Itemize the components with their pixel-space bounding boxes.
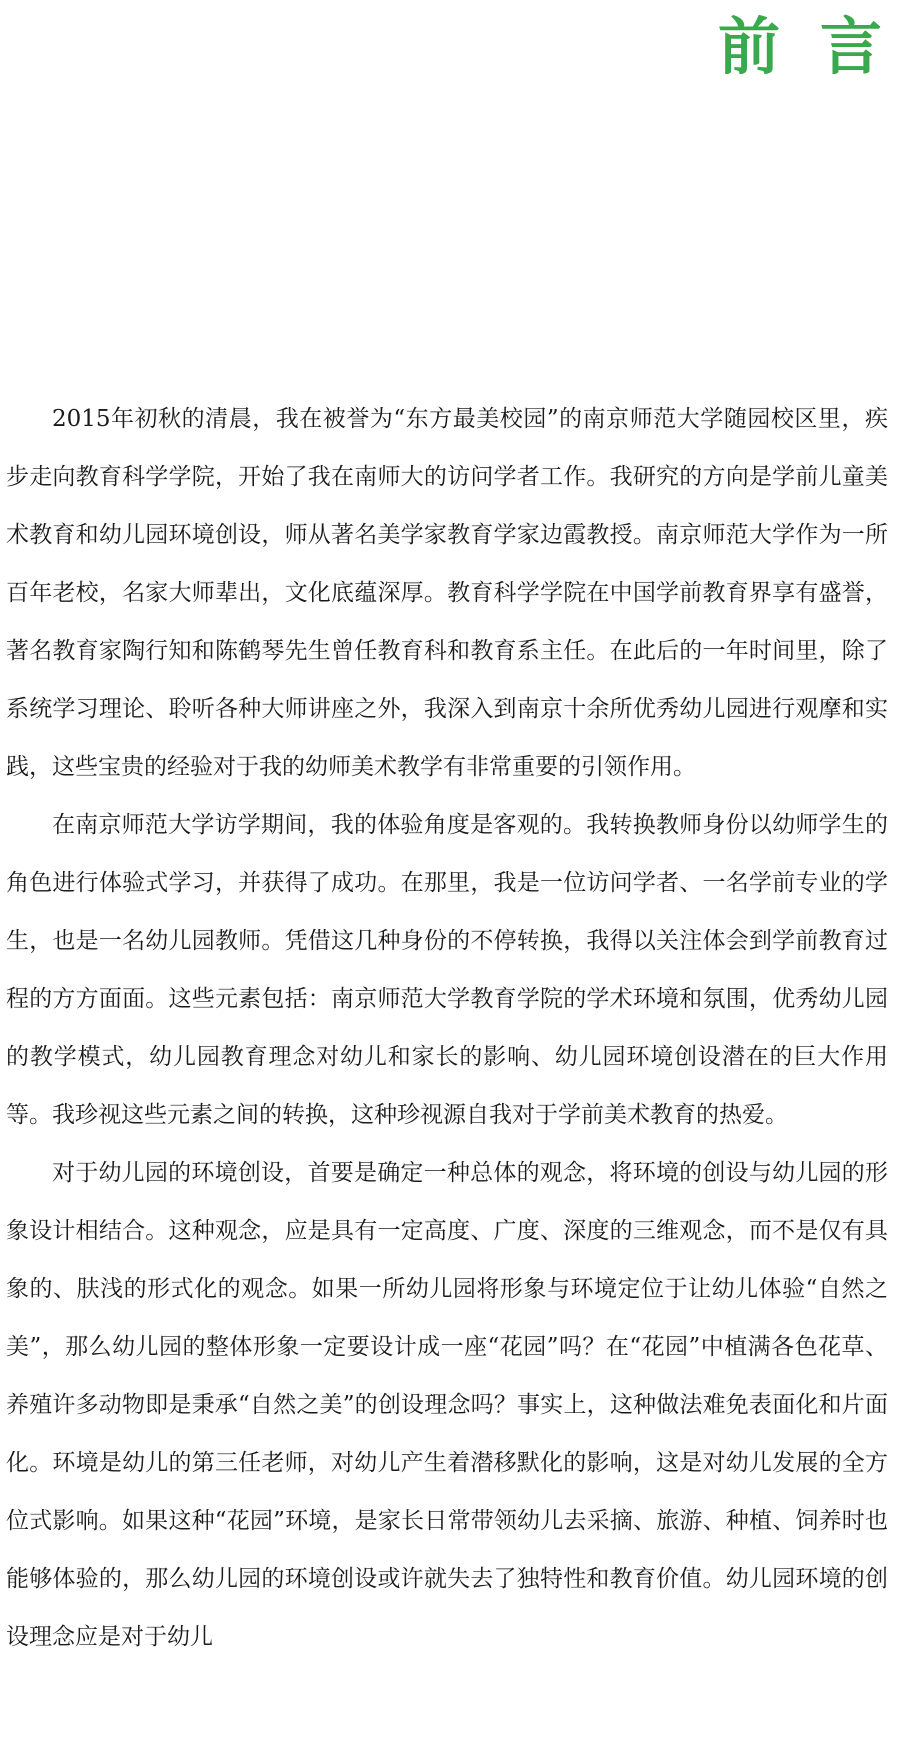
page-title: 前言 [717,10,922,83]
preface-body [6,390,888,1666]
paragraph-1: 2015年初秋的清晨，我在被誉为“东方最美校园”的南京师范大学随园校区里，疾步走向教育科学学院，开始了我在南师大的访问学者工作。我研究的方向是学前儿童美术教育和幼儿园环境创设，师从著名美学家教育学家边霞教授。南京师范大学作为一所百年老校，名家大师辈出，文化底蕴深厚。教育科学学院在中国学前教育界享有盛誉，著名教育家陶行知和陈鹤琴先生曾任教育科和教育系主任。在此后的一年时间里，除了系统学习理论、聆听各种大师讲座之外，我深入到南京十余所优秀幼儿园进行观摩和实践，这些宝贵的经验对于我的幼师美术教学有非常重要的引领作用。 [6,406,888,780]
paragraph-2: 在南京师范大学访学期间，我的体验角度是客观的。我转换教师身份以幼师学生的角色进行体验式学习，并获得了成功。在那里，我是一位访问学者、一名学前专业的学生，也是一名幼儿园教师。凭借这几种身份的不停转换，我得以关注体会到学前教育过程的方方面面。这些元素包括：南京师范大学教育学院的学术环境和氛围，优秀幼儿园的教学模式，幼儿园教育理念对幼儿和家长的影响、幼儿园环境创设潜在的巨大作用等。我珍视这些元素之间的转换，这种珍视源自我对于学前美术教育的热爱。 [6,812,888,1128]
paragraph-3: 对于幼儿园的环境创设，首要是确定一种总体的观念，将环境的创设与幼儿园的形象设计相结合。这种观念，应是具有一定高度、广度、深度的三维观念，而不是仅有具象的、肤浅的形式化的观念。如果一所幼儿园将形象与环境定位于让幼儿体验“自然之美”，那么幼儿园的整体形象一定要设计成一座“花园”吗？在“花园”中植满各色花草、养殖许多动物即是秉承“自然之美”的创设理念吗？事实上，这种做法难免表面化和片面化。环境是幼儿的第三任老师，对幼儿产生着潜移默化的影响，这是对幼儿发展的全方位式影响。如果这种“花园”环境，是家长日常带领幼儿去采摘、旅游、种植、饲养时也能够体验的，那么幼儿园的环境创设或许就失去了独特性和教育价值。幼儿园环境的创设理念应是对于幼儿 [6,1160,888,1650]
